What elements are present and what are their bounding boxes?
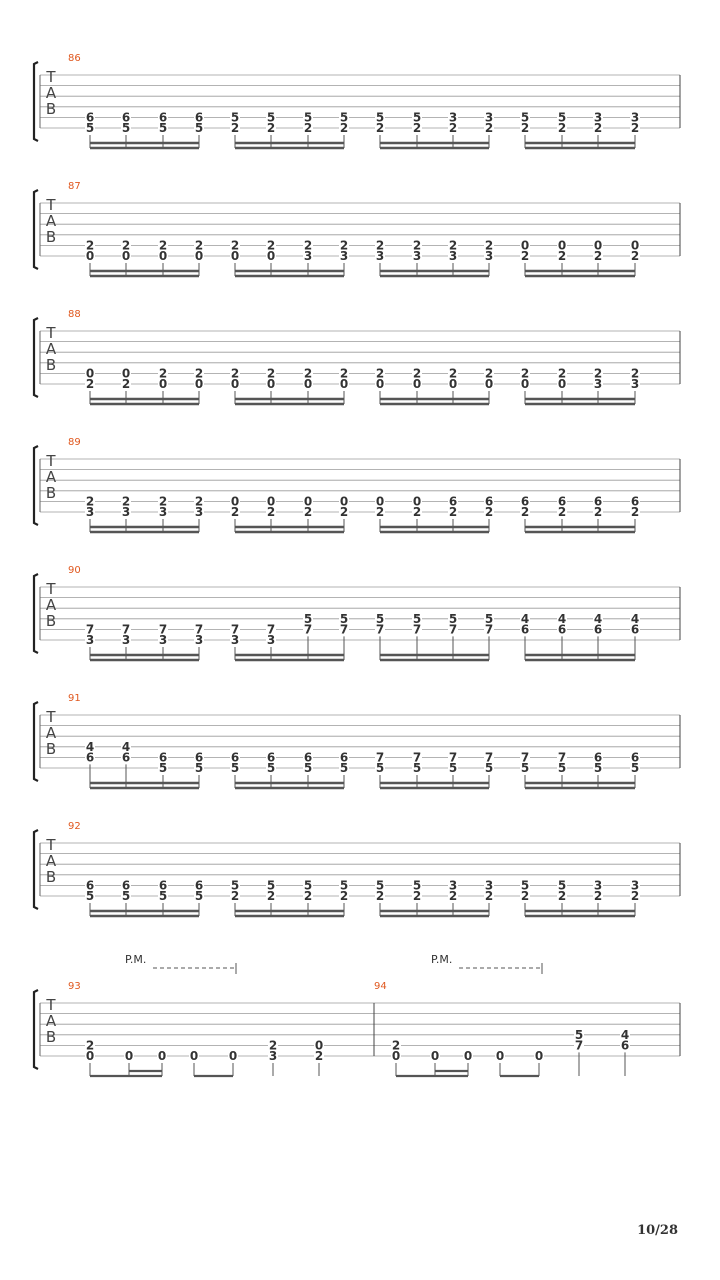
fret-number: 2	[375, 366, 385, 381]
fret-number: 5	[412, 878, 422, 893]
measure-number: 94	[374, 981, 387, 992]
fret-number: 3	[630, 878, 640, 893]
fret-number: 5	[593, 761, 603, 775]
fret-number: 5	[194, 121, 204, 135]
fret-number: 5	[484, 761, 494, 775]
fret-number: 7	[230, 622, 240, 637]
fret-number: 2	[593, 366, 603, 381]
fret-number: 5	[303, 878, 313, 893]
tab-letter-a: A	[45, 212, 57, 230]
fret-number: 6	[620, 1038, 630, 1053]
fret-number: 2	[266, 889, 276, 903]
fret-number: 2	[391, 1038, 401, 1053]
fret-number: 5	[630, 761, 640, 775]
fret-number: 2	[520, 249, 530, 263]
fret-number: 0	[463, 1049, 473, 1063]
tab-letter-t: T	[46, 996, 56, 1014]
tab-letter-t: T	[46, 708, 56, 726]
fret-number: 2	[412, 238, 422, 253]
fret-number: 4	[620, 1027, 630, 1042]
fret-number: 0	[228, 1049, 238, 1063]
fret-number: 2	[375, 505, 385, 519]
fret-number: 0	[124, 1049, 134, 1063]
fret-number: 4	[121, 739, 131, 754]
fret-number: 5	[557, 878, 567, 893]
tab-letter-t: T	[46, 68, 56, 86]
fret-number: 6	[557, 622, 567, 637]
fret-number: 6	[85, 110, 95, 125]
fret-number: 6	[448, 494, 458, 509]
fret-number: 3	[85, 505, 95, 519]
tab-letter-b: B	[45, 612, 57, 630]
fret-number: 0	[412, 494, 422, 509]
fret-number: 7	[484, 622, 494, 637]
fret-number: 2	[339, 889, 349, 903]
tab-letter-b: B	[45, 356, 57, 374]
fret-number: 2	[230, 889, 240, 903]
fret-number: 2	[194, 494, 204, 509]
fret-number: 4	[630, 611, 640, 626]
fret-number: 2	[630, 121, 640, 135]
fret-number: 0	[520, 238, 530, 253]
fret-number: 7	[375, 750, 385, 765]
fret-number: 2	[375, 238, 385, 253]
fret-number: 7	[448, 622, 458, 637]
fret-number: 4	[85, 739, 95, 754]
fret-number: 2	[484, 238, 494, 253]
measure-number: 91	[68, 693, 81, 704]
fret-number: 0	[194, 377, 204, 391]
fret-number: 0	[391, 1049, 401, 1063]
fret-number: 5	[520, 761, 530, 775]
fret-number: 2	[339, 238, 349, 253]
fret-number: 7	[484, 750, 494, 765]
fret-number: 2	[375, 889, 385, 903]
tab-letter-a: A	[45, 1012, 57, 1030]
fret-number: 5	[375, 110, 385, 125]
fret-number: 2	[593, 249, 603, 263]
fret-number: 7	[194, 622, 204, 637]
fret-number: 6	[593, 494, 603, 509]
fret-number: 5	[158, 121, 168, 135]
measure-number: 87	[68, 181, 81, 192]
fret-number: 2	[448, 889, 458, 903]
tab-system	[34, 574, 680, 660]
fret-number: 2	[121, 238, 131, 253]
fret-number: 7	[574, 1038, 584, 1053]
fret-number: 3	[158, 633, 168, 647]
fret-number: 5	[557, 761, 567, 775]
tab-letter-b: B	[45, 1028, 57, 1046]
fret-number: 0	[412, 377, 422, 391]
fret-number: 2	[630, 366, 640, 381]
fret-number: 6	[230, 750, 240, 765]
fret-number: 3	[121, 505, 131, 519]
fret-number: 2	[448, 505, 458, 519]
fret-number: 2	[448, 238, 458, 253]
fret-number: 0	[430, 1049, 440, 1063]
fret-number: 3	[484, 249, 494, 263]
fret-number: 2	[520, 121, 530, 135]
fret-number: 7	[375, 622, 385, 637]
tab-system	[34, 830, 680, 916]
fret-number: 0	[303, 377, 313, 391]
fret-number: 2	[266, 121, 276, 135]
fret-number: 0	[266, 377, 276, 391]
fret-number: 0	[448, 377, 458, 391]
fret-number: 5	[574, 1027, 584, 1042]
measure-number: 90	[68, 565, 81, 576]
fret-number: 5	[375, 611, 385, 626]
fret-number: 3	[593, 878, 603, 893]
fret-number: 3	[448, 249, 458, 263]
fret-number: 2	[557, 121, 567, 135]
fret-number: 2	[557, 889, 567, 903]
fret-number: 6	[158, 110, 168, 125]
fret-number: 3	[448, 878, 458, 893]
fret-number: 0	[375, 494, 385, 509]
fret-number: 5	[520, 878, 530, 893]
fret-number: 3	[630, 110, 640, 125]
fret-number: 3	[194, 633, 204, 647]
fret-number: 2	[194, 238, 204, 253]
fret-number: 3	[158, 505, 168, 519]
palm-mute-label: P.M.	[125, 953, 147, 966]
fret-number: 0	[495, 1049, 505, 1063]
fret-number: 5	[303, 761, 313, 775]
fret-number: 7	[121, 622, 131, 637]
fret-number: 3	[268, 1049, 278, 1063]
fret-number: 2	[230, 238, 240, 253]
fret-number: 3	[266, 633, 276, 647]
fret-number: 5	[339, 611, 349, 626]
fret-number: 6	[303, 750, 313, 765]
fret-number: 2	[412, 889, 422, 903]
tab-letter-t: T	[46, 452, 56, 470]
fret-number: 5	[448, 761, 458, 775]
tab-letter-a: A	[45, 852, 57, 870]
fret-number: 6	[339, 750, 349, 765]
fret-number: 2	[303, 121, 313, 135]
tab-letter-a: A	[45, 468, 57, 486]
fret-number: 0	[303, 494, 313, 509]
fret-number: 2	[339, 366, 349, 381]
fret-number: 0	[85, 366, 95, 381]
fret-number: 2	[158, 494, 168, 509]
fret-number: 2	[557, 505, 567, 519]
fret-number: 6	[85, 750, 95, 765]
fret-number: 0	[157, 1049, 167, 1063]
fret-number: 3	[593, 110, 603, 125]
tab-letter-t: T	[46, 196, 56, 214]
fret-number: 6	[520, 622, 530, 637]
tab-letter-b: B	[45, 484, 57, 502]
fret-number: 6	[194, 878, 204, 893]
tab-letter-t: T	[46, 580, 56, 598]
fret-number: 2	[484, 121, 494, 135]
tab-letter-t: T	[46, 324, 56, 342]
fret-number: 2	[303, 889, 313, 903]
system-bracket	[34, 830, 38, 909]
fret-number: 6	[520, 494, 530, 509]
measure-number: 92	[68, 821, 81, 832]
fret-number: 6	[593, 750, 603, 765]
fret-number: 6	[630, 622, 640, 637]
fret-number: 2	[85, 377, 95, 391]
fret-number: 6	[158, 750, 168, 765]
fret-number: 0	[314, 1038, 324, 1053]
fret-number: 5	[412, 761, 422, 775]
fret-number: 6	[557, 494, 567, 509]
tab-system	[34, 702, 680, 788]
tab-system	[34, 62, 680, 148]
fret-number: 2	[630, 889, 640, 903]
fret-number: 2	[520, 505, 530, 519]
fret-number: 2	[194, 366, 204, 381]
fret-number: 5	[230, 761, 240, 775]
fret-number: 5	[158, 889, 168, 903]
fret-number: 0	[630, 238, 640, 253]
tab-system	[34, 318, 680, 404]
system-bracket	[34, 990, 38, 1069]
fret-number: 2	[303, 366, 313, 381]
fret-number: 6	[194, 110, 204, 125]
fret-number: 4	[557, 611, 567, 626]
palm-mute-label: P.M.	[431, 953, 453, 966]
measure-number: 88	[68, 309, 81, 320]
fret-number: 2	[230, 366, 240, 381]
fret-number: 5	[266, 878, 276, 893]
fret-number: 7	[303, 622, 313, 637]
fret-number: 0	[557, 238, 567, 253]
fret-number: 2	[266, 366, 276, 381]
fret-number: 6	[121, 750, 131, 765]
fret-number: 3	[484, 878, 494, 893]
fret-number: 3	[412, 249, 422, 263]
system-bracket	[34, 446, 38, 525]
page-number: 10/28	[637, 1223, 678, 1238]
fret-number: 0	[339, 377, 349, 391]
fret-number: 6	[85, 878, 95, 893]
fret-number: 5	[557, 110, 567, 125]
measure-number: 86	[68, 53, 81, 64]
fret-number: 0	[194, 249, 204, 263]
fret-number: 7	[266, 622, 276, 637]
fret-number: 5	[121, 121, 131, 135]
fret-number: 2	[412, 121, 422, 135]
fret-number: 3	[339, 249, 349, 263]
fret-number: 6	[630, 494, 640, 509]
fret-number: 3	[484, 110, 494, 125]
fret-number: 2	[303, 238, 313, 253]
fret-number: 2	[121, 494, 131, 509]
fret-number: 5	[448, 611, 458, 626]
fret-number: 0	[534, 1049, 544, 1063]
fret-number: 0	[121, 249, 131, 263]
fret-number: 2	[85, 494, 95, 509]
fret-number: 0	[230, 494, 240, 509]
measure-number: 93	[68, 981, 81, 992]
fret-number: 6	[593, 622, 603, 637]
fret-number: 3	[303, 249, 313, 263]
system-bracket	[34, 190, 38, 269]
fret-number: 2	[375, 121, 385, 135]
fret-number: 7	[412, 750, 422, 765]
fret-number: 2	[484, 505, 494, 519]
fret-number: 5	[194, 761, 204, 775]
fret-number: 5	[412, 110, 422, 125]
fret-number: 2	[412, 366, 422, 381]
fret-number: 2	[158, 366, 168, 381]
fret-number: 5	[85, 121, 95, 135]
fret-number: 2	[557, 366, 567, 381]
fret-number: 6	[158, 878, 168, 893]
fret-number: 0	[158, 249, 168, 263]
tab-letter-a: A	[45, 84, 57, 102]
fret-number: 2	[230, 505, 240, 519]
system-bracket	[34, 702, 38, 781]
fret-number: 2	[230, 121, 240, 135]
fret-number: 6	[121, 110, 131, 125]
fret-number: 0	[85, 1049, 95, 1063]
fret-number: 7	[339, 622, 349, 637]
fret-number: 0	[375, 377, 385, 391]
fret-number: 7	[85, 622, 95, 637]
tab-letter-a: A	[45, 596, 57, 614]
fret-number: 2	[448, 366, 458, 381]
fret-number: 2	[520, 889, 530, 903]
fret-number: 3	[448, 110, 458, 125]
system-bracket	[34, 574, 38, 653]
fret-number: 0	[121, 366, 131, 381]
fret-number: 2	[448, 121, 458, 135]
fret-number: 2	[484, 366, 494, 381]
fret-number: 0	[266, 494, 276, 509]
tab-letter-t: T	[46, 836, 56, 854]
fret-number: 7	[520, 750, 530, 765]
fret-number: 0	[557, 377, 567, 391]
fret-number: 2	[85, 238, 95, 253]
tab-system	[34, 446, 680, 532]
fret-number: 5	[266, 761, 276, 775]
fret-number: 2	[303, 505, 313, 519]
fret-number: 2	[339, 505, 349, 519]
fret-number: 5	[230, 110, 240, 125]
fret-number: 3	[593, 377, 603, 391]
fret-number: 5	[484, 611, 494, 626]
fret-number: 3	[375, 249, 385, 263]
measure-number: 89	[68, 437, 81, 448]
fret-number: 3	[121, 633, 131, 647]
fret-number: 3	[85, 633, 95, 647]
fret-number: 6	[630, 750, 640, 765]
fret-number: 5	[339, 878, 349, 893]
fret-number: 0	[189, 1049, 199, 1063]
fret-number: 2	[85, 1038, 95, 1053]
tab-letter-b: B	[45, 100, 57, 118]
fret-number: 2	[121, 377, 131, 391]
fret-number: 5	[339, 110, 349, 125]
fret-number: 2	[557, 249, 567, 263]
fret-number: 0	[520, 377, 530, 391]
fret-number: 7	[557, 750, 567, 765]
fret-number: 4	[520, 611, 530, 626]
fret-number: 0	[484, 377, 494, 391]
fret-number: 6	[484, 494, 494, 509]
fret-number: 7	[158, 622, 168, 637]
fret-number: 6	[121, 878, 131, 893]
fret-number: 2	[593, 505, 603, 519]
fret-number: 2	[314, 1049, 324, 1063]
fret-number: 5	[412, 611, 422, 626]
fret-number: 2	[158, 238, 168, 253]
fret-number: 4	[593, 611, 603, 626]
fret-number: 5	[375, 878, 385, 893]
fret-number: 5	[303, 110, 313, 125]
fret-number: 0	[593, 238, 603, 253]
fret-number: 5	[520, 110, 530, 125]
fret-number: 7	[412, 622, 422, 637]
tab-letter-b: B	[45, 868, 57, 886]
fret-number: 0	[339, 494, 349, 509]
tab-letter-a: A	[45, 340, 57, 358]
fret-number: 2	[266, 238, 276, 253]
fret-number: 5	[266, 110, 276, 125]
fret-number: 6	[194, 750, 204, 765]
fret-number: 0	[230, 377, 240, 391]
fret-number: 2	[593, 889, 603, 903]
fret-number: 0	[158, 377, 168, 391]
fret-number: 5	[158, 761, 168, 775]
tab-letter-b: B	[45, 228, 57, 246]
tab-letter-b: B	[45, 740, 57, 758]
fret-number: 5	[339, 761, 349, 775]
fret-number: 3	[194, 505, 204, 519]
fret-number: 2	[630, 249, 640, 263]
fret-number: 0	[230, 249, 240, 263]
fret-number: 5	[85, 889, 95, 903]
fret-number: 2	[412, 505, 422, 519]
system-bracket	[34, 318, 38, 397]
fret-number: 5	[303, 611, 313, 626]
fret-number: 6	[266, 750, 276, 765]
fret-number: 0	[85, 249, 95, 263]
fret-number: 5	[230, 878, 240, 893]
fret-number: 5	[375, 761, 385, 775]
fret-number: 2	[630, 505, 640, 519]
fret-number: 5	[194, 889, 204, 903]
fret-number: 7	[448, 750, 458, 765]
fret-number: 2	[268, 1038, 278, 1053]
system-bracket	[34, 62, 38, 141]
fret-number: 2	[266, 505, 276, 519]
fret-number: 3	[630, 377, 640, 391]
fret-number: 3	[230, 633, 240, 647]
fret-number: 0	[266, 249, 276, 263]
fret-number: 2	[339, 121, 349, 135]
fret-number: 2	[593, 121, 603, 135]
fret-number: 2	[520, 366, 530, 381]
tab-letter-a: A	[45, 724, 57, 742]
tab-system	[34, 190, 680, 276]
fret-number: 5	[121, 889, 131, 903]
fret-number: 2	[484, 889, 494, 903]
